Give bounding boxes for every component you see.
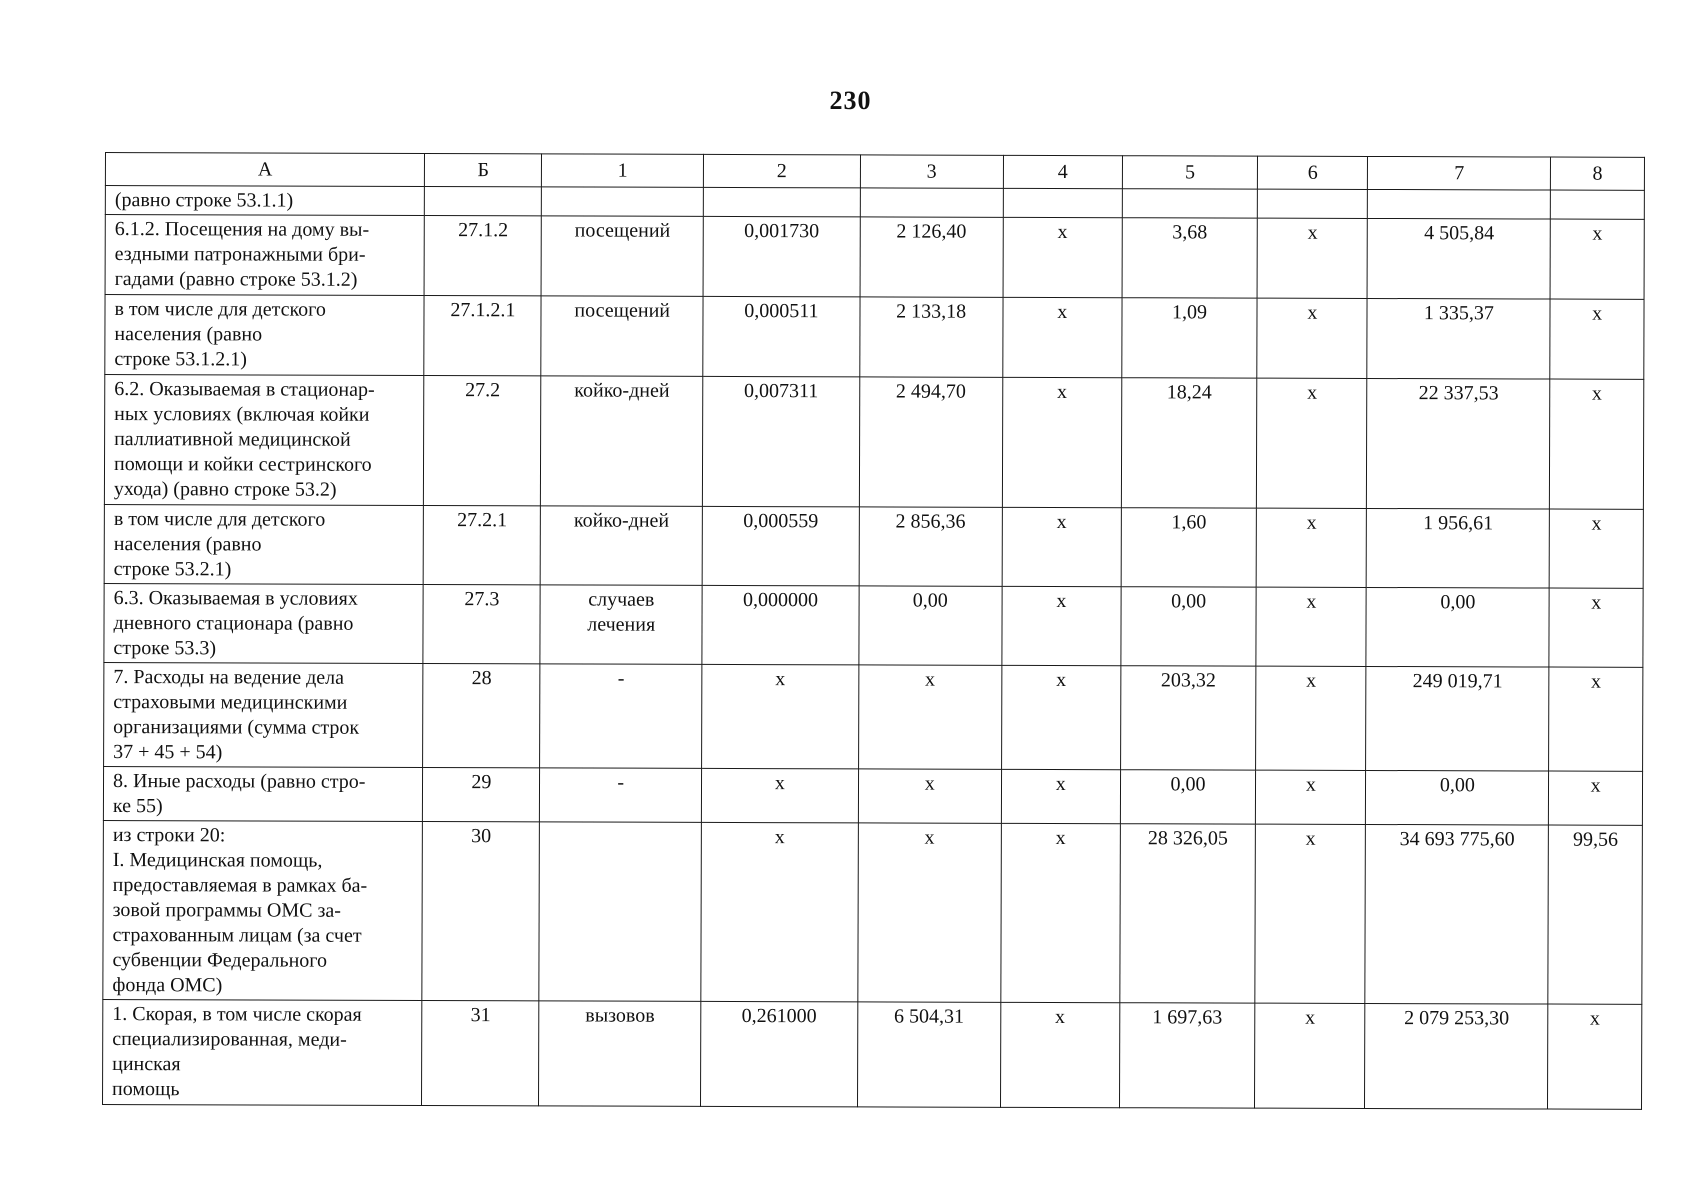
row-col-2: 0,001730 bbox=[703, 216, 860, 296]
table-row bbox=[103, 820, 1643, 1004]
row-col-8: x bbox=[1549, 509, 1643, 588]
header-cell-b: Б bbox=[425, 154, 542, 187]
row-col-7: 4 505,84 bbox=[1367, 218, 1550, 299]
row-description: (равно строке 53.1.1) bbox=[105, 186, 425, 216]
table-row bbox=[104, 375, 1643, 510]
row-col-2: x bbox=[701, 822, 858, 1001]
row-unit: - bbox=[540, 768, 702, 823]
header-cell-7: 7 bbox=[1368, 156, 1551, 190]
header-cell-8: 8 bbox=[1551, 157, 1645, 190]
row-col-2: 0,000511 bbox=[703, 296, 860, 376]
row-col-4: x bbox=[1001, 823, 1121, 1002]
row-col-3: x bbox=[858, 665, 1002, 769]
row-description: 8. Иные расходы (равно стро- ке 55) bbox=[103, 766, 423, 821]
row-description: 6.1.2. Посещения на дому вы- ездными патронажными бри- гадами (равно строке 53.1.2) bbox=[105, 215, 425, 296]
row-line-code: 29 bbox=[423, 768, 540, 822]
row-unit: койко-дней bbox=[540, 506, 702, 586]
row-col-8: x bbox=[1549, 588, 1643, 667]
row-col-6: x bbox=[1256, 770, 1366, 824]
row-description: в том числе для детского населения (равно строке 53.2.1) bbox=[104, 504, 424, 584]
row-description: 6.3. Оказываемая в условиях дневного стационара (равно строке 53.3) bbox=[104, 583, 424, 663]
row-unit: посещений bbox=[541, 216, 703, 297]
row-col-6: x bbox=[1256, 587, 1366, 666]
row-col-6: x bbox=[1257, 378, 1368, 508]
row-description: 1. Скорая, в том числе скорая специализированная, меди- цинская помощь bbox=[103, 999, 423, 1105]
row-description: 7. Расходы на ведение дела страховыми медицинскими организациями (сумма строк 37 + 45 + 54) bbox=[104, 662, 424, 767]
row-col-6: x bbox=[1255, 1003, 1365, 1108]
row-col-7: 1 335,37 bbox=[1367, 298, 1550, 379]
row-col-3: 2 133,18 bbox=[859, 297, 1002, 377]
row-col-5: 18,24 bbox=[1121, 378, 1257, 508]
row-col-3: x bbox=[857, 823, 1001, 1002]
row-col-8: x bbox=[1548, 1004, 1642, 1109]
header-cell-5: 5 bbox=[1122, 156, 1258, 189]
header-cell-3: 3 bbox=[860, 155, 1003, 188]
table-row bbox=[103, 999, 1642, 1109]
row-unit bbox=[539, 822, 701, 1002]
row-line-code: 27.2 bbox=[424, 376, 541, 506]
row-col-2: 0,261000 bbox=[701, 1001, 858, 1106]
row-unit: вызовов bbox=[539, 1001, 701, 1107]
header-cell-1: 1 bbox=[542, 154, 704, 188]
row-col-3: 6 504,31 bbox=[857, 1002, 1001, 1107]
row-col-6: x bbox=[1256, 508, 1366, 587]
row-col-7: 249 019,71 bbox=[1366, 666, 1549, 771]
row-col-4: x bbox=[1003, 217, 1122, 297]
row-col-4: x bbox=[1000, 1002, 1119, 1107]
row-col-2: 0,000559 bbox=[702, 506, 859, 585]
row-col-5 bbox=[1122, 189, 1258, 218]
table-row bbox=[103, 766, 1642, 825]
row-col-5: 1,09 bbox=[1122, 298, 1258, 378]
row-col-3 bbox=[860, 188, 1003, 217]
row-unit bbox=[542, 187, 704, 217]
row-line-code: 31 bbox=[422, 1001, 539, 1106]
row-col-4: x bbox=[1002, 377, 1121, 507]
row-col-7: 0,00 bbox=[1366, 770, 1549, 825]
table-row bbox=[104, 583, 1643, 667]
row-col-7: 22 337,53 bbox=[1367, 378, 1550, 509]
row-col-4: x bbox=[1003, 297, 1122, 377]
row-col-8 bbox=[1551, 190, 1645, 219]
row-col-2 bbox=[703, 187, 860, 216]
header-cell-4: 4 bbox=[1003, 155, 1122, 188]
row-unit: - bbox=[540, 664, 702, 769]
row-col-3: x bbox=[858, 769, 1001, 823]
data-table bbox=[102, 152, 1645, 1110]
row-description: из строки 20: I. Медицинская помощь, предоставляемая в рамках ба- зовой программы ОМС за- страхованным лицам (за счет субвенции Федерального фонда ОМС) bbox=[103, 820, 423, 1000]
row-col-8: x bbox=[1550, 219, 1644, 299]
row-line-code: 27.1.2 bbox=[425, 216, 542, 296]
row-col-2: 0,007311 bbox=[703, 376, 860, 506]
row-col-8: 99,56 bbox=[1548, 825, 1642, 1004]
row-col-7: 34 693 775,60 bbox=[1365, 824, 1548, 1004]
row-col-4 bbox=[1003, 188, 1122, 217]
row-col-5: 28 326,05 bbox=[1120, 824, 1256, 1003]
row-line-code: 28 bbox=[423, 664, 540, 768]
row-col-8: x bbox=[1549, 771, 1643, 825]
table-row bbox=[104, 504, 1643, 588]
row-col-5: 0,00 bbox=[1121, 587, 1257, 666]
row-col-2: 0,000000 bbox=[702, 585, 859, 664]
row-col-7: 1 956,61 bbox=[1367, 508, 1550, 588]
page-number: 230 bbox=[829, 86, 872, 115]
row-col-5: 203,32 bbox=[1120, 666, 1256, 770]
row-col-7: 0,00 bbox=[1366, 587, 1549, 667]
row-col-7: 2 079 253,30 bbox=[1365, 1003, 1548, 1109]
row-col-3: 2 494,70 bbox=[859, 377, 1003, 507]
header-cell-6: 6 bbox=[1258, 156, 1368, 189]
row-description: в том числе для детского населения (равно строке 53.1.2.1) bbox=[105, 295, 425, 376]
table-row bbox=[105, 215, 1644, 300]
row-col-4: x bbox=[1001, 769, 1120, 823]
row-col-5: 3,68 bbox=[1122, 218, 1258, 298]
row-line-code: 27.3 bbox=[423, 585, 540, 664]
row-col-2: x bbox=[702, 664, 859, 768]
row-unit: случаев лечения bbox=[540, 585, 702, 665]
row-col-6: x bbox=[1255, 824, 1366, 1003]
header-cell-2: 2 bbox=[704, 154, 861, 187]
row-col-6: x bbox=[1257, 218, 1367, 298]
row-col-6: x bbox=[1257, 298, 1367, 378]
row-col-8: x bbox=[1550, 299, 1644, 379]
row-col-2: x bbox=[702, 768, 859, 822]
row-line-code: 27.1.2.1 bbox=[424, 296, 541, 376]
row-col-3: 2 126,40 bbox=[860, 217, 1003, 297]
row-line-code bbox=[425, 187, 542, 216]
row-line-code: 30 bbox=[422, 822, 539, 1001]
row-unit: посещений bbox=[541, 296, 703, 377]
row-col-8: x bbox=[1550, 379, 1644, 509]
row-col-6: x bbox=[1256, 666, 1366, 770]
row-col-3: 2 856,36 bbox=[859, 507, 1002, 586]
row-col-5: 1 697,63 bbox=[1119, 1003, 1255, 1108]
row-description: 6.2. Оказываемая в стационар- ных условиях (включая койки паллиативной медицинской помощи и койки сестринского ухода) (равно строке 53.2) bbox=[104, 375, 424, 506]
table-header-row bbox=[105, 153, 1644, 191]
table-row bbox=[104, 662, 1643, 771]
row-col-4: x bbox=[1002, 586, 1121, 665]
row-col-4: x bbox=[1001, 665, 1120, 769]
row-unit: койко-дней bbox=[541, 376, 703, 507]
header-cell-a: А bbox=[105, 153, 425, 187]
table-row bbox=[105, 295, 1644, 380]
row-col-6 bbox=[1258, 189, 1368, 218]
row-col-8: x bbox=[1549, 667, 1643, 771]
row-col-3: 0,00 bbox=[858, 586, 1001, 665]
row-col-5: 1,60 bbox=[1121, 508, 1257, 587]
row-col-7 bbox=[1368, 189, 1551, 219]
row-line-code: 27.2.1 bbox=[424, 506, 541, 585]
row-col-5: 0,00 bbox=[1120, 770, 1256, 824]
row-col-4: x bbox=[1002, 507, 1121, 586]
